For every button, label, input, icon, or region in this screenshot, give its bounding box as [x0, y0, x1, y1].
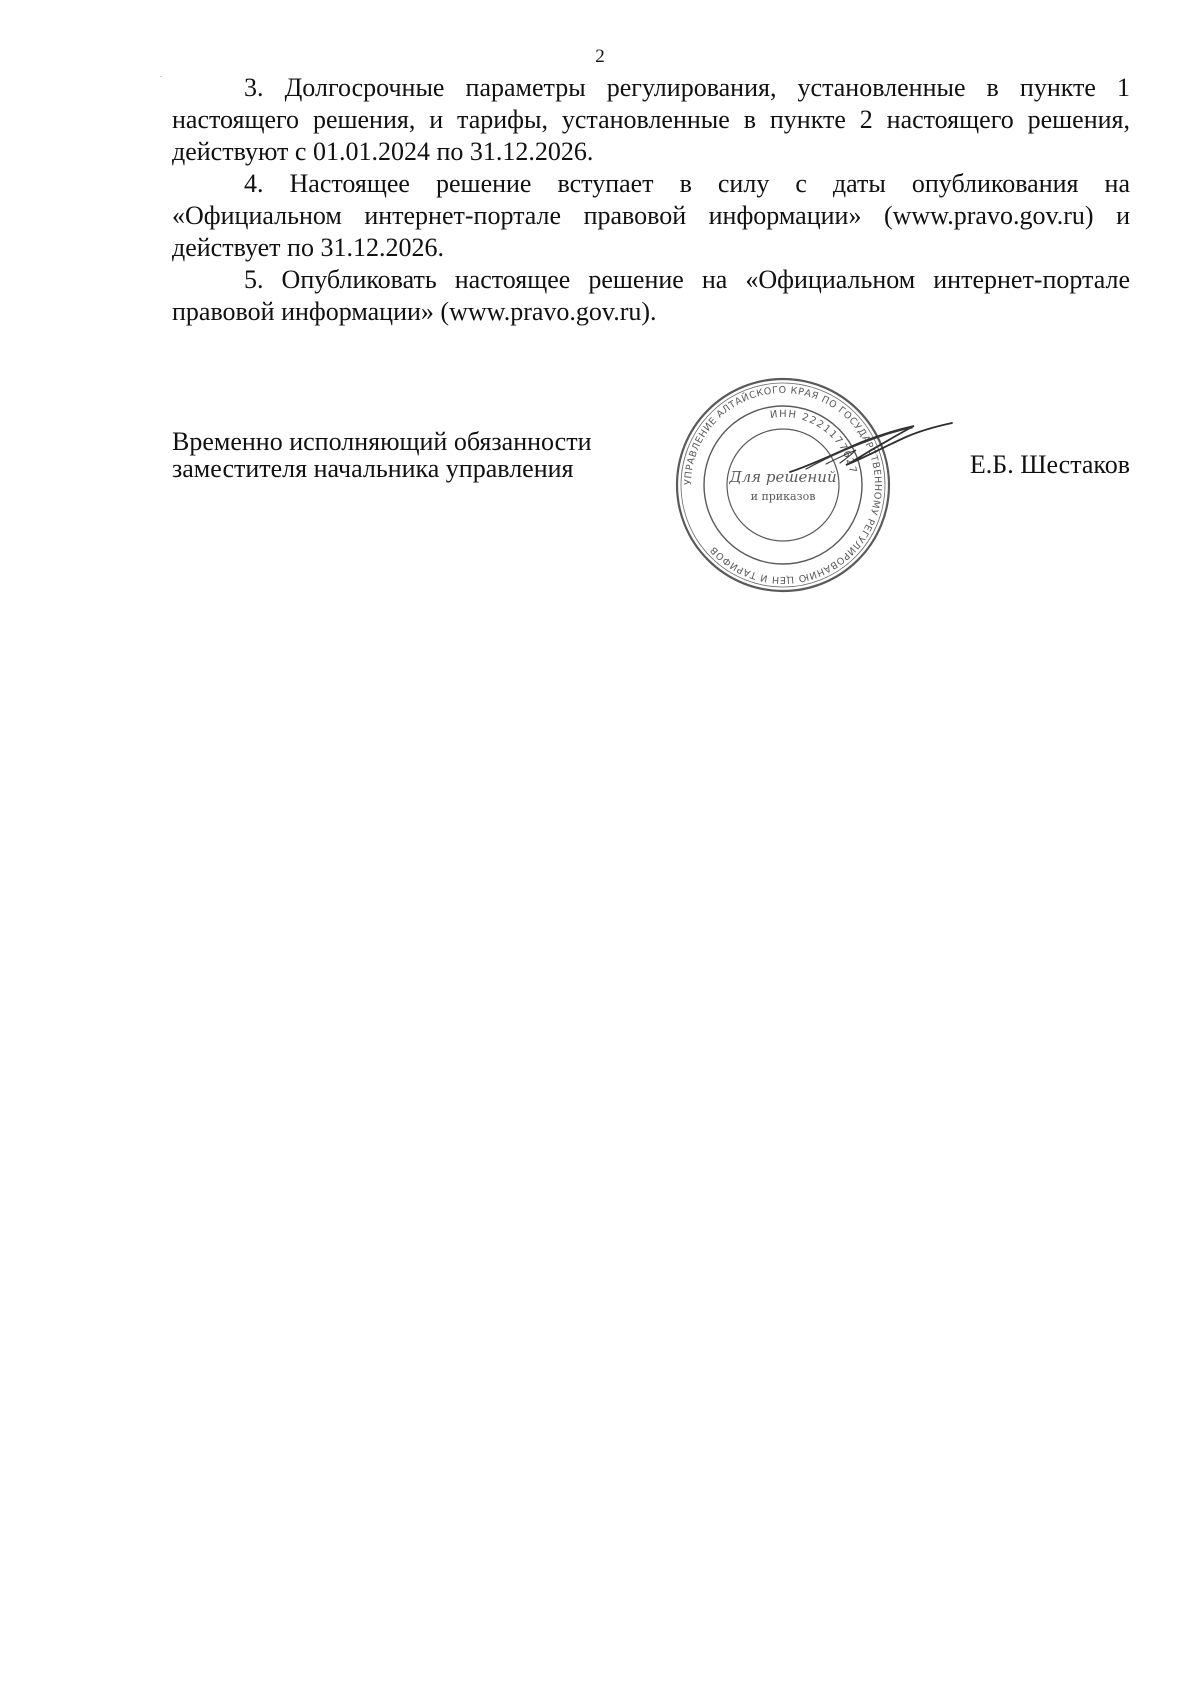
document-body: [172, 72, 1130, 328]
scan-margin-mark: [160, 76, 162, 77]
page-number: 2: [595, 46, 605, 67]
signatory-title: [172, 428, 652, 482]
handwritten-signature: [786, 420, 956, 480]
seal-center-line-1: Для решений: [729, 468, 837, 486]
paragraph-3: 3. Долгосрочные параметры регулирования, установленные в пункте 1 настоящего решения, и тарифы, установленные в пункте 2 настоящего решения, действуют с 01.01.2024 по 31.12.2026.: [172, 73, 1130, 166]
signature-stroke-secondary: [806, 428, 912, 469]
seal-center-line-2: и приказов: [750, 490, 816, 503]
signatory-title-line-2: заместителя начальника управления: [172, 454, 574, 483]
seal-inn-text: ИНН 2221177627: [769, 408, 859, 476]
paragraph-5: 5. Опубликовать настоящее решение на «Официальном интернет-портале правовой информации» (www.pravo.gov.ru).: [172, 265, 1130, 326]
signature-block: [172, 428, 1130, 628]
signatory-title-line-1: Временно исполняющий обязанности: [172, 427, 592, 456]
signatory-name: Е.Б. Шестаков: [969, 450, 1130, 479]
paragraph-4: 4. Настоящее решение вступает в силу с даты опубликования на «Официальном интернет-портале правовой информации» (www.pravo.gov.ru) и действует по 31.12.2026.: [172, 169, 1130, 262]
official-seal: [672, 374, 894, 596]
seal-outer-text: УПРАВЛЕНИЕ АЛТАЙСКОГО КРАЯ ПО ГОСУДАРСТВЕННОМУ РЕГУЛИРОВАНИЮ ЦЕН И ТАРИФОВ: [682, 384, 884, 586]
